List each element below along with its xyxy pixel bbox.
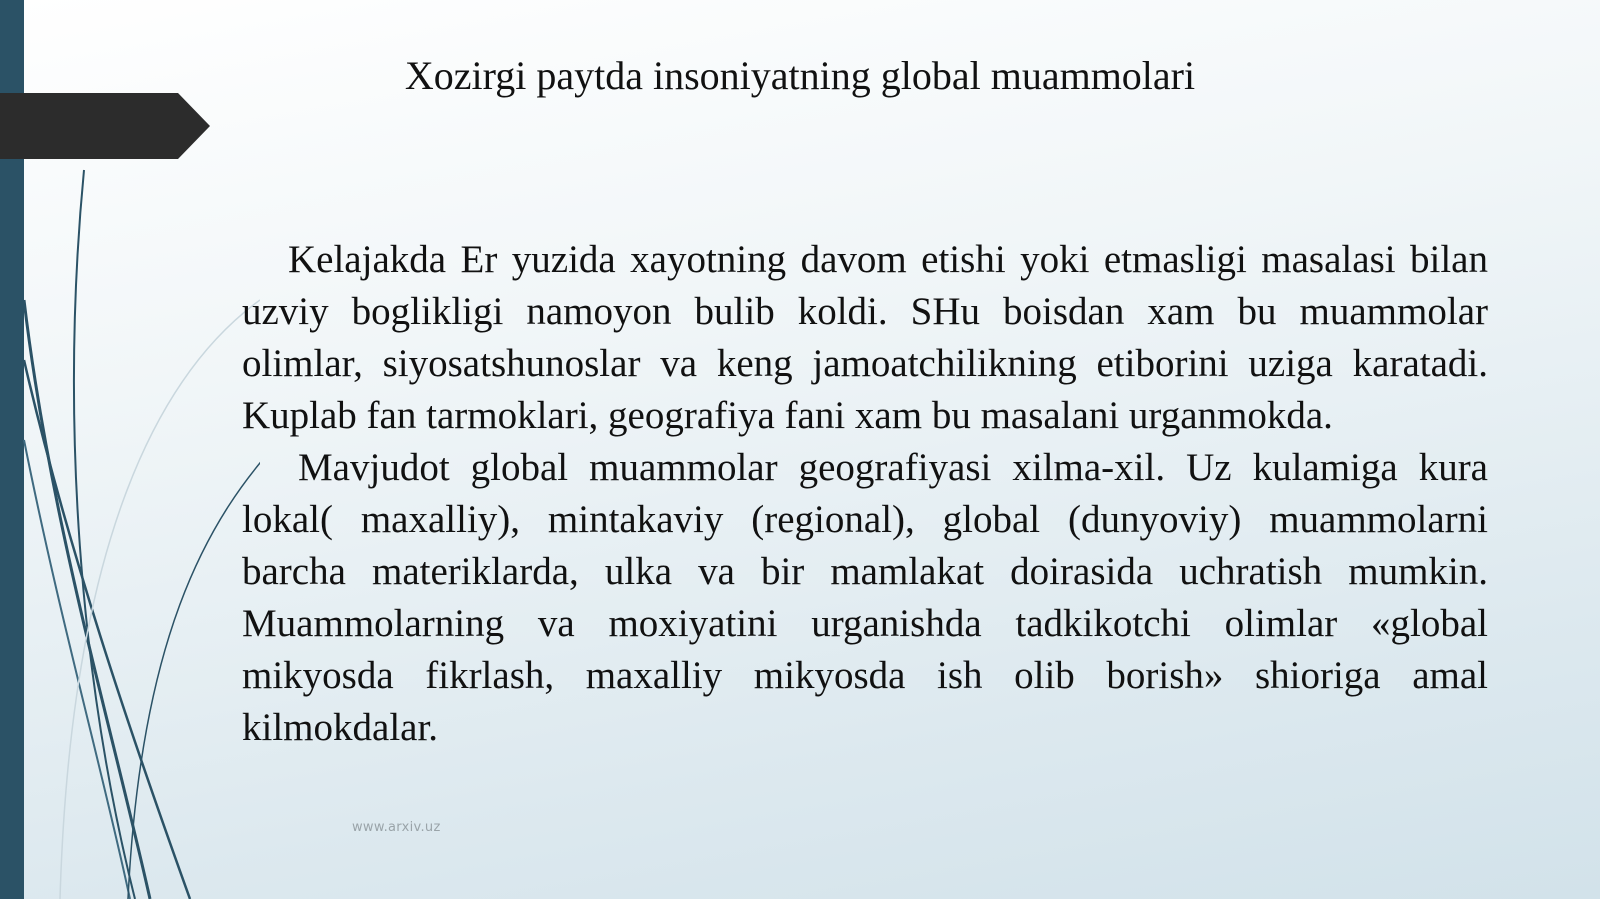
decorative-curve [24, 300, 150, 899]
arrow-banner-shape [0, 93, 210, 159]
body-paragraph-1: Kelajakda Er yuzida xayotning davom etishi yoki etmasligi masalasi bilan uzviy boglikligi namoyon bulib koldi. SHu boisdan xam bu muammolar olimlar, siyosatshunoslar va keng jamoatchilikning etiborini uziga karatadi. Kuplab fan tarmoklari, geografiya fani xam bu masalani urganmokda. [242, 238, 1488, 437]
decorative-curve [24, 360, 190, 899]
watermark-text: www.arxiv.uz [352, 820, 441, 835]
slide-title: Xozirgi paytda insoniyatning global muammolari [404, 53, 1196, 98]
decorative-curve [128, 430, 260, 899]
slide-body [242, 234, 1488, 754]
body-paragraph-2: Mavjudot global muammolar geografiyasi xilma-xil. Uz kulamiga kura lokal( maxalliy), mintakaviy (regional), global (dunyoviy) muammolarni barcha materiklarda, ulka va bir mamlakat doirasida uchratish mumkin. Muammolarning va moxiyatini urganishda tadkikotchi olimlar «global mikyosda fikrlash, maxalliy mikyosda ish olib borish» shioriga amal kilmokdalar. [242, 446, 1488, 749]
